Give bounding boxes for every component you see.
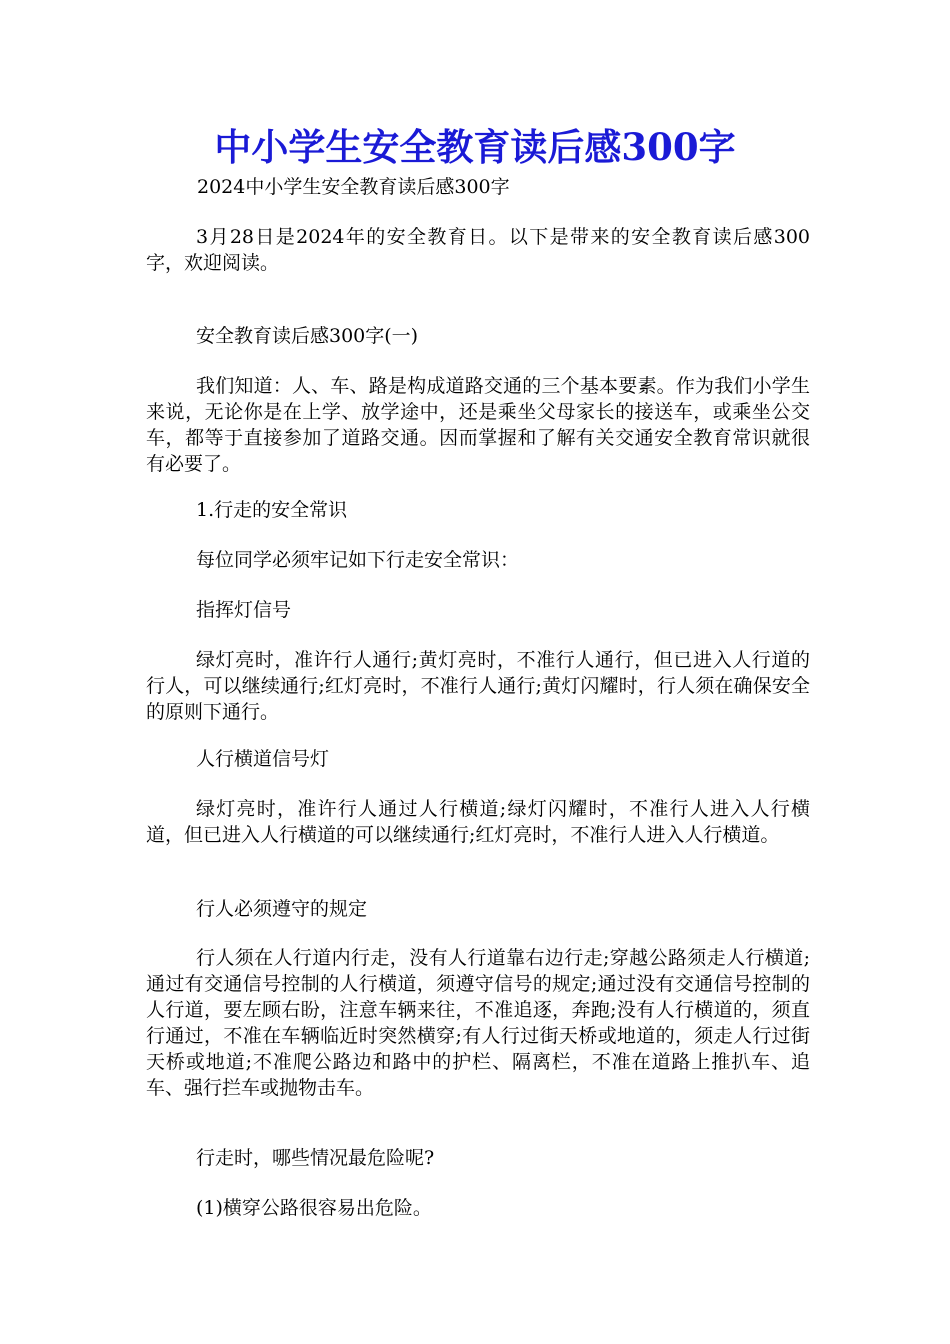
section-heading: 安全教育读后感300字(一): [196, 325, 419, 347]
paragraph-danger-question: 行走时，哪些情况最危险呢?: [196, 1147, 435, 1169]
document-subtitle: 2024中小学生安全教育读后感300字: [197, 176, 510, 198]
paragraph-crosswalk-rules: 绿灯亮时，准许行人通过人行横道;绿灯闪耀时，不准行人进入人行横道，但已进入人行横道的可以继续通行;红灯亮时，不准行人进入人行横道。: [146, 798, 810, 846]
subheading-pedestrian-rules: 行人必须遵守的规定: [196, 898, 368, 920]
paragraph-signal-rules: 绿灯亮时，准许行人通行;黄灯亮时，不准行人通行，但已进入人行道的行人，可以继续通行;红灯亮时，不准行人通行;黄灯闪耀时，行人须在确保安全的原则下通行。: [146, 649, 810, 723]
subheading-crosswalk-light: 人行横道信号灯: [196, 748, 330, 770]
paragraph-pedestrian-rules: 行人须在人行道内行走，没有人行道靠右边行走;穿越公路须走人行横道;通过有交通信号控制的人行横道，须遵守信号的规定;通过没有交通信号控制的人行道，要左顾右盼，注意车辆来往，不准追逐，奔跑;没有人行横道的，须直行通过，不准在车辆临近时突然横穿;有人行过街天桥或地道的，须走人行过街天桥或地道;不准爬公路边和路中的护栏、隔离栏，不准在道路上推扒车、追车、强行拦车或抛物击车。: [146, 947, 810, 1099]
paragraph-basics: 我们知道：人、车、路是构成道路交通的三个基本要素。作为我们小学生来说，无论你是在上学、放学途中，还是乘坐父母家长的接送车，或乘坐公交车，都等于直接参加了道路交通。因而掌握和了解有关交通安全教育常识就很有必要了。: [146, 375, 810, 475]
subheading-signal-light: 指挥灯信号: [196, 599, 292, 621]
paragraph-remember: 每位同学必须牢记如下行走安全常识：: [196, 549, 520, 571]
list-item-crossing: (1)横穿公路很容易出危险。: [196, 1197, 432, 1219]
subheading-walking: 1.行走的安全常识: [196, 499, 348, 521]
paragraph-intro: 3月28日是2024年的安全教育日。以下是带来的安全教育读后感300字，欢迎阅读。: [146, 226, 810, 274]
document-title: 中小学生安全教育读后感300字: [214, 125, 736, 169]
